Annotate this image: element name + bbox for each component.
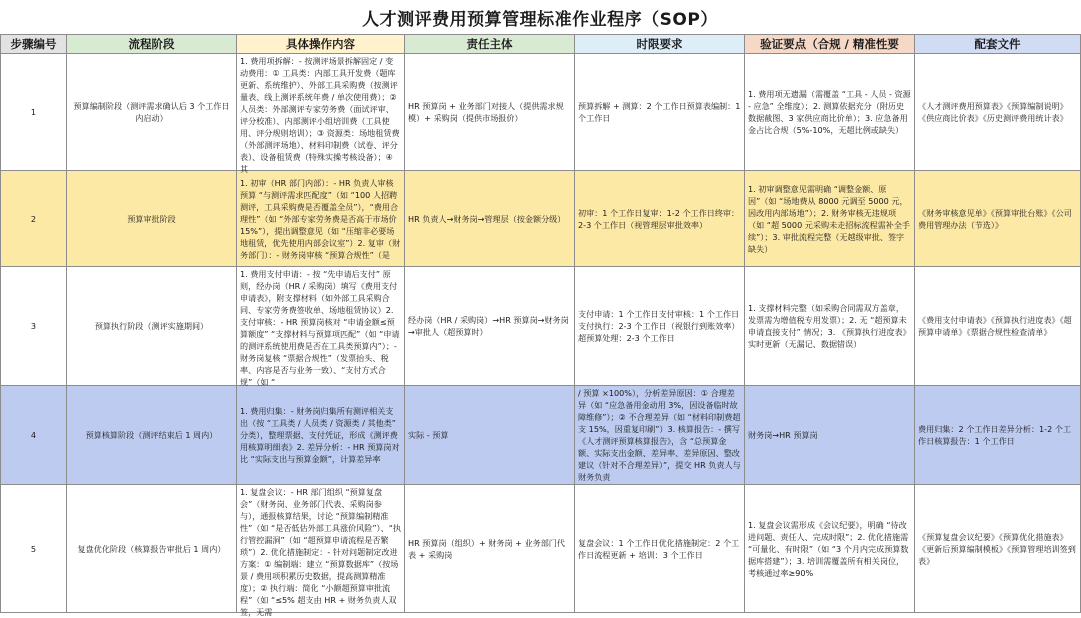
cell-step: 3	[1, 267, 67, 386]
cell-operations	[237, 485, 405, 617]
cell-documents-text: 费用归集：2 个工作日差异分析：1-2 个工作日核算报告：1 个工作日	[918, 424, 1072, 446]
cell-documents	[915, 485, 1081, 613]
cell-stage-text: 预算审批阶段	[127, 213, 176, 224]
cell-operations	[237, 386, 405, 485]
cell-owner	[405, 267, 575, 386]
header-row	[1, 35, 1081, 54]
table-row	[1, 54, 1081, 171]
cell-documents-text: 《费用支付申请表》《预算执行进度表》《超预算申请单》《票据合规性检查清单》	[918, 315, 1072, 337]
page-title: 人才测评费用预算管理标准作业程序（SOP）	[362, 9, 718, 30]
header-time-limit: 时限要求	[575, 35, 745, 54]
cell-stage	[67, 485, 237, 613]
cell-operations-text: 1. 费用归集：- 财务岗归集所有测评相关支出（按 “工具类 / 人员类 / 资源类 / 其他类” 分类），整理票据、支付凭证，形成《测评费用核算明细表》2. 差异分析：- HR 预算岗对比 “实际支出与预算金额”，计算差异率	[240, 406, 400, 464]
header-owner: 责任主体	[405, 35, 575, 54]
cell-time-limit-text: 支付申请：1 个工作日支付审核：1 个工作日支付执行：2-3 个工作日（视银行到账效率）超预算处理：2-3 个工作日	[578, 309, 740, 343]
cell-time-limit-text: 复盘会议：1 个工作日优化措施制定：2 个工作日流程更新 + 培训：3 个工作日	[578, 537, 740, 560]
cell-owner	[405, 386, 575, 485]
header-documents: 配套文件	[915, 35, 1081, 54]
cell-time-limit-text: 预算拆解 + 测算：2 个工作日预算表编制：1 个工作日	[578, 101, 741, 123]
cell-verification-text: 1. 复盘会议需形成《会议纪要》，明确 “待改进问题、责任人、完成时限”；2. 优化措施需 “可量化、有时限”（如 “3 个月内完成预算数据库搭建”）；3. 培训需覆盖所有相关岗位，考核通过率≥90%	[748, 519, 909, 578]
cell-verification	[745, 267, 915, 386]
cell-documents-text: 《人才测评费用预算表》《预算编制说明》《供应商比价表》《历史测评费用统计表》	[918, 101, 1068, 123]
table-row	[1, 171, 1081, 267]
cell-owner	[405, 485, 575, 613]
cell-documents	[915, 267, 1081, 386]
cell-verification-text: 财务岗→HR 预算岗	[748, 430, 818, 440]
cell-owner-text: HR 预算岗（组织）+ 财务岗 + 业务部门代表 + 采购岗	[408, 537, 565, 560]
cell-verification	[745, 171, 915, 267]
header-verification: 验证要点（合规 / 精准性要	[745, 35, 915, 54]
cell-time-limit	[575, 171, 745, 267]
cell-verification-text: 1. 费用项无遗漏（需覆盖 “工具 - 人员 - 资源 - 应急” 全维度）；2. 测算依据充分（附历史数据截图、3 家供应商比价单）；3. 应急备用金占比合规（5%-10%，无超比例或缺失）	[748, 89, 911, 135]
cell-owner-text: 经办岗（HR / 采购岗）→HR 预算岗→财务岗→审批人（超预算时）	[408, 315, 569, 337]
cell-stage-text: 复盘优化阶段（核算报告审批后 1 周内）	[77, 543, 226, 554]
cell-operations-text: 1. 初审（HR 部门内部）：- HR 负责人审核预算 “与测评需求匹配度”（如 “100 人招聘测评，工具采购费是否覆盖全员”），“费用合理性”（如 “外部专家劳务费是否高于市场价 15%”），提出调整意见（如 “压缩非必要场地租赁，优先使用内部会议室”）2. 复审（财务部门）：- 财务岗审核 “预算合规性”（是	[240, 177, 401, 260]
cell-operations	[237, 54, 405, 174]
cell-step: 2	[1, 171, 67, 267]
cell-time-limit	[575, 386, 745, 485]
cell-documents	[915, 54, 1081, 171]
header-step: 步骤编号	[1, 35, 67, 54]
cell-verification	[745, 54, 915, 171]
cell-operations	[237, 171, 405, 267]
cell-operations-text: 1. 费用支付申请：- 按 “先申请后支付” 原则，经办岗（HR / 采购岗）填写《费用支付申请表》，附支撑材料（如外部工具采购合同、专家劳务费签收单、场地租赁协议）2. 支付审核：- HR 预算岗核对 “申请金额≤预算额度” “支撑材料与预算项匹配”（如 “申请的测评系统使用费是否在工具类预算内”）；- 财务岗复核 “票据合规性”（发票抬头、税率、内容是否与业务一致）、“支付方式合规”（如 “	[240, 269, 400, 387]
cell-stage	[67, 267, 237, 386]
cell-owner-text: HR 预算岗 + 业务部门对接人（提供需求规模）+ 采购岗（提供市场报价）	[408, 101, 564, 123]
cell-step: 1	[1, 54, 67, 171]
cell-owner-text: HR 负责人→财务岗→管理层（按金额分级）	[408, 213, 566, 224]
header-stage: 流程阶段	[67, 35, 237, 54]
cell-operations	[237, 267, 405, 386]
cell-verification	[745, 386, 915, 485]
cell-owner-text: 实际 - 预算	[408, 430, 449, 440]
cell-step: 5	[1, 485, 67, 613]
table-row	[1, 267, 1081, 386]
cell-stage-text: 预算编制阶段（测评需求确认后 3 个工作日内启动）	[73, 101, 230, 123]
cell-stage	[67, 171, 237, 267]
cell-stage-text: 预算核算阶段（测评结束后 1 周内）	[85, 430, 218, 440]
cell-operations-text: 1. 费用项拆解：- 按测评场景拆解固定 / 变动费用：① 工具类：内部工具开发费（题库更新、系统维护）、外部工具采购费（按测评量表、线上测评系统年费 / 单次使用费）；② 人员类：外部测评专家劳务费（面试评审、评分校准）、内部测评小组培训费（工具使用、评分规则培训）；③ 资源类：场地租赁费（外部测评场地）、材料印制费（试卷、评分表）、设备租赁费（特殊实操考核设备）；④ 其	[240, 56, 400, 174]
sop-table	[0, 34, 1081, 617]
cell-verification-text: 1. 支撑材料完整（如采购合同需双方盖章，发票需为增值税专用发票）；2. 无 “超预算未申请直接支付” 情况；3. 《预算执行进度表》实时更新（无漏记、数据错误）	[748, 303, 911, 349]
cell-stage	[67, 386, 237, 485]
cell-owner	[405, 54, 575, 171]
table-row	[1, 386, 1081, 485]
cell-verification	[745, 485, 915, 613]
cell-documents	[915, 171, 1081, 267]
cell-stage-text: 预算执行阶段（测评实施期间）	[94, 321, 209, 331]
cell-stage	[67, 54, 237, 171]
cell-time-limit	[575, 485, 745, 613]
cell-time-limit	[575, 54, 745, 171]
cell-documents-text: 《预算复盘会议纪要》《预算优化措施表》《更新后预算编制模板》《预算管理培训签到表》	[918, 531, 1076, 566]
cell-time-limit-text: 初审：1 个工作日复审：1-2 个工作日终审：2-3 个工作日（视管理层审批效率）	[578, 207, 740, 230]
cell-step: 4	[1, 386, 67, 485]
cell-operations-text: 1. 复盘会议：- HR 部门组织 “预算复盘会”（财务岗、业务部门代表、采购岗参与），通报核算结果，讨论 “预算编制精准性”（如 “是否低估外部工具涨价风险”）、“执行管控漏洞”（如 “超预算申请流程是否繁琐”）2. 优化措施制定：- 针对问题制定改进方案：① 编制端：建立 “预算数据库”（按场景 / 费用项积累历史数据，提高测算精准度）；② 执行端：简化 “小额超预算审批流程”（如 “≤5% 超支由 HR + 财务负责人双签，无需	[240, 487, 401, 617]
cell-time-limit	[575, 267, 745, 386]
cell-documents	[915, 386, 1081, 485]
header-operations: 具体操作内容	[237, 35, 405, 54]
cell-documents-text: 《财务审核意见单》《预算审批台账》《公司费用管理办法（节选）》	[918, 207, 1072, 230]
table-row	[1, 485, 1081, 613]
cell-verification-text: 1. 初审调整意见需明确 “调整金额、原因”（如 “场地费从 8000 元调至 5000 元，因改用内部场地”）；2. 财务审核无违规项（如 “超 5000 元采购未走招标流程需补全手续”）；3. 审批流程完整（无越级审批、签字缺失）	[748, 183, 911, 254]
cell-owner	[405, 171, 575, 267]
cell-time-limit-text: / 预算 ×100%），分析差异原因：① 合理差异（如 “应急备用金动用 3%，因设备临时故障维修”）；② 不合理差异（如 “材料印制费超支 15%，因重复印刷”）3. 核算报告：- 撰写《人才测评预算核算报告》，含 “总预算金额、实际支出金额、差异率、差异原因、整改建议（针对不合理差异）”，提交 HR 负责人与财务负责	[578, 388, 741, 482]
